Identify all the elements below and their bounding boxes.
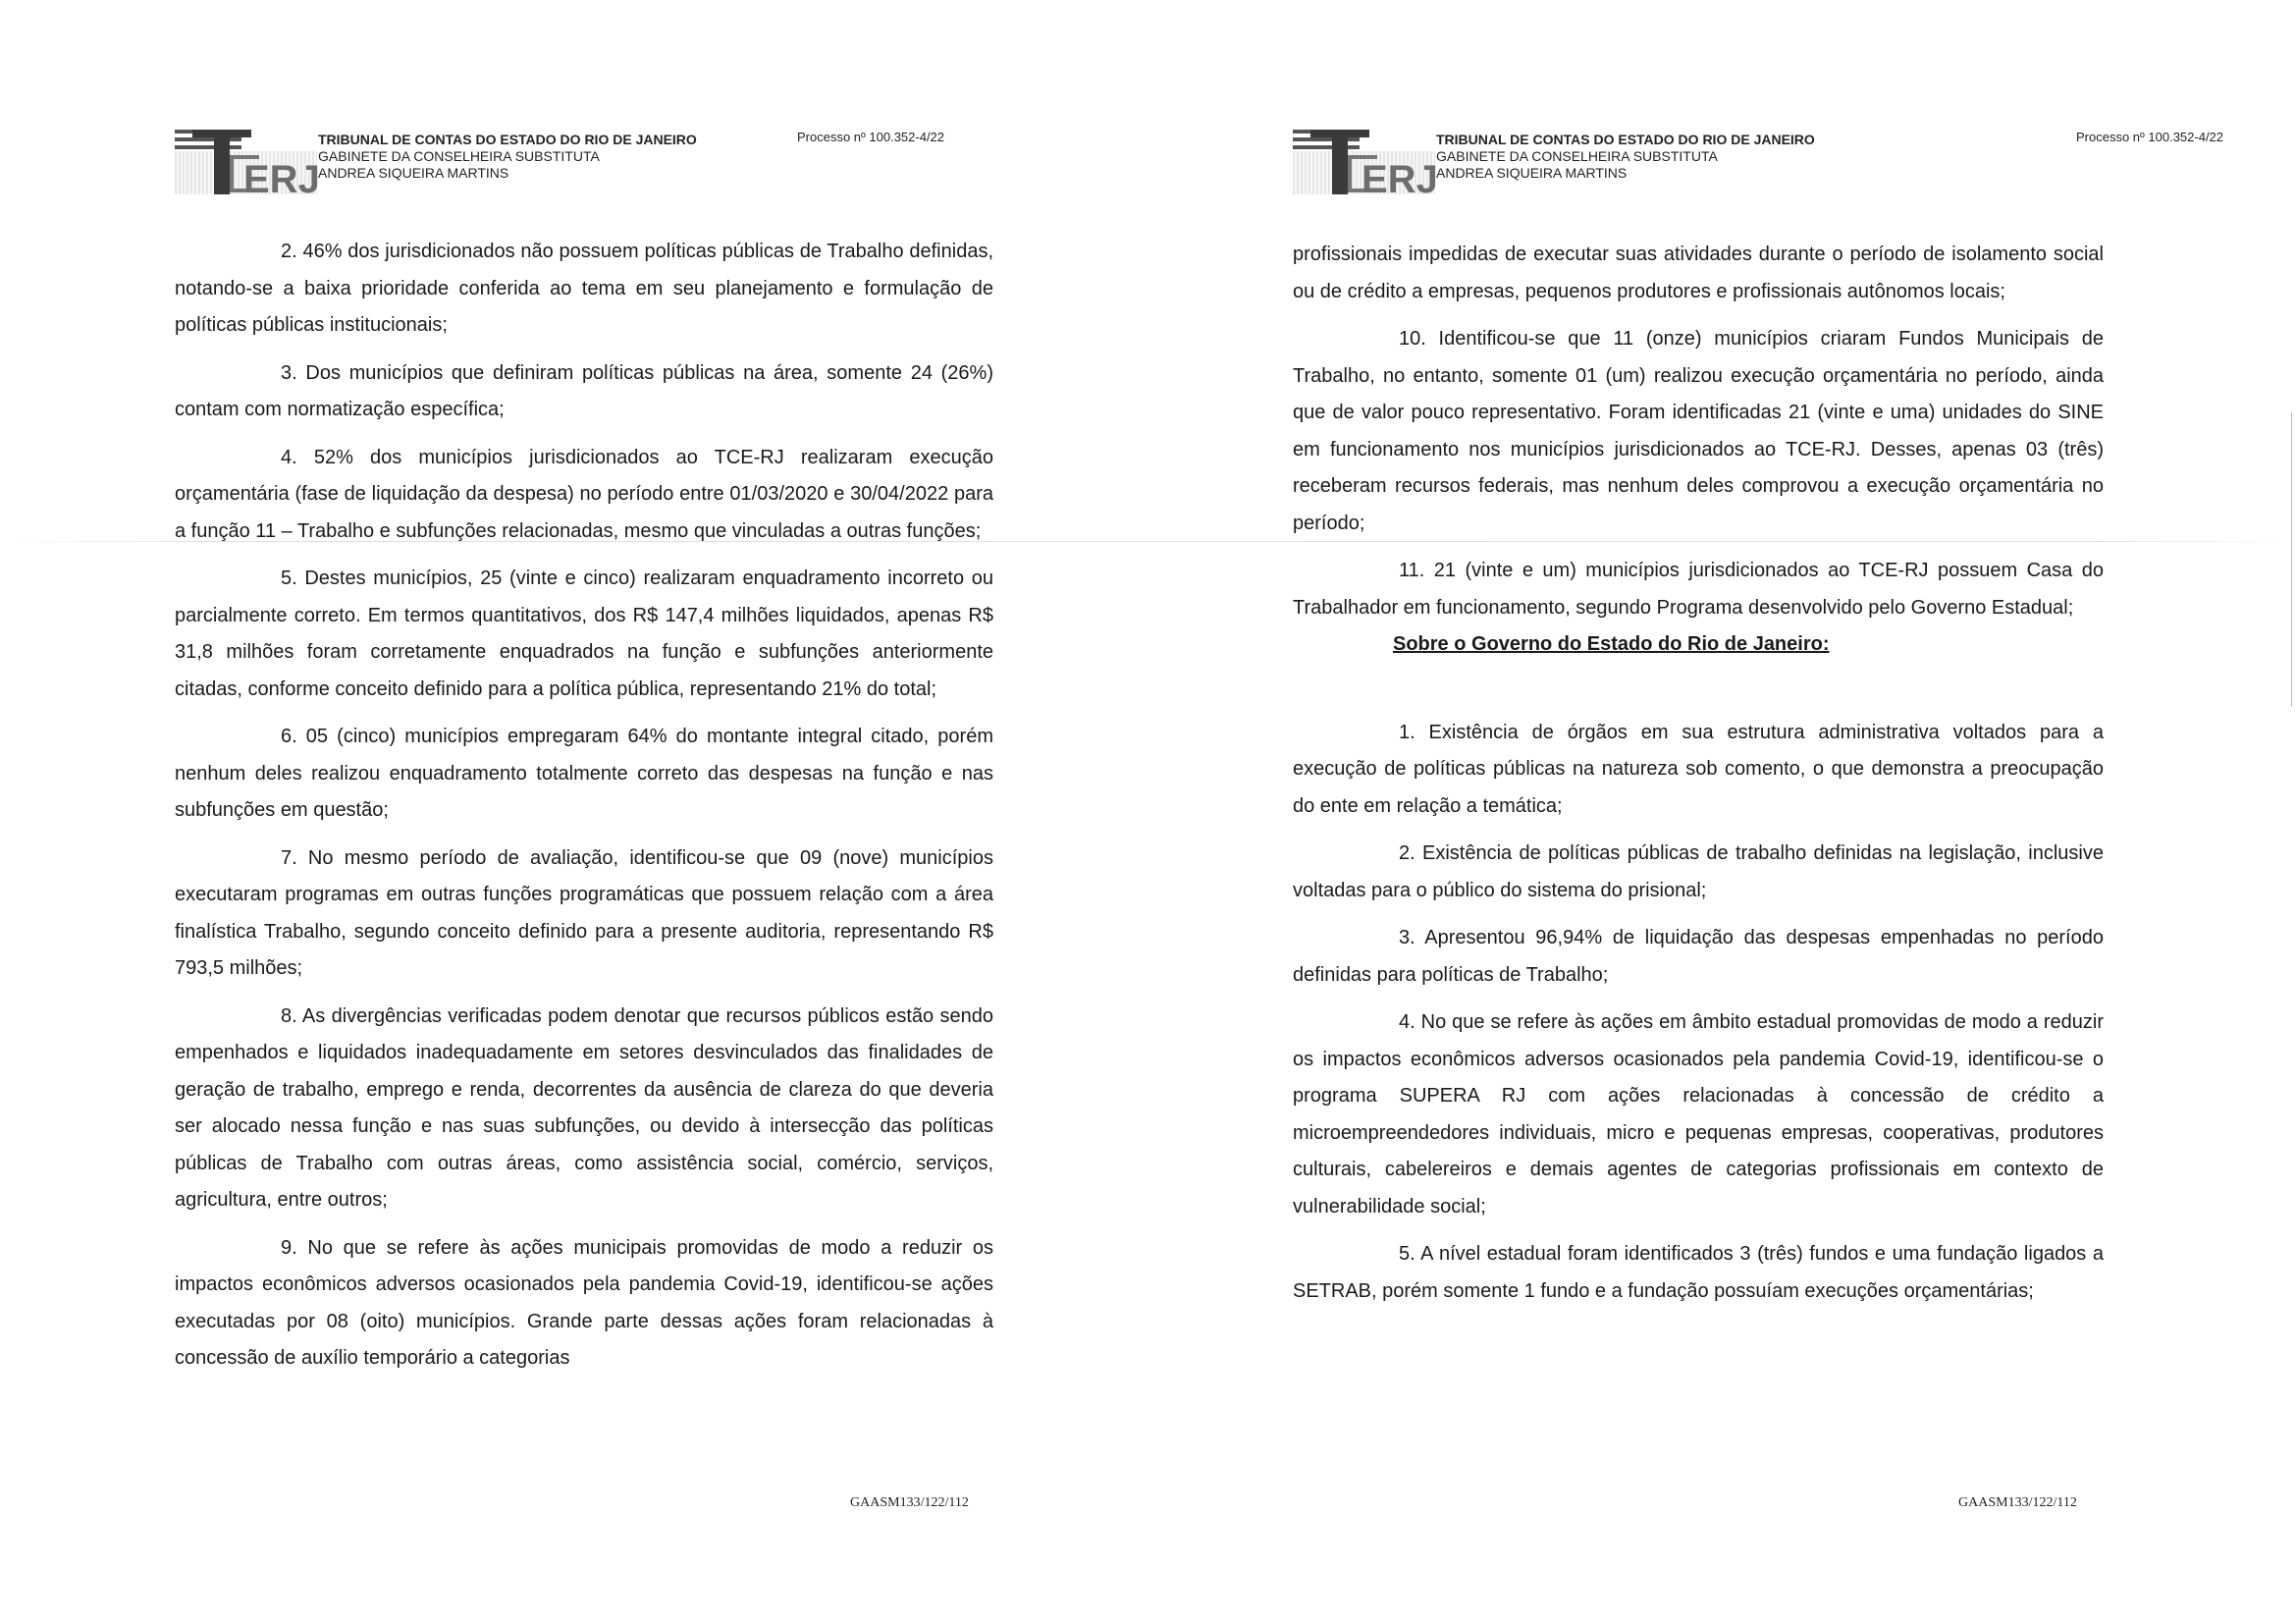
page-footer-code: GAASM133/122/112: [850, 1495, 969, 1510]
process-number: Processo nº 100.352-4/22: [2076, 130, 2224, 144]
office-name: GABINETE DA CONSELHEIRA SUBSTITUTA: [318, 148, 600, 164]
org-block: [1436, 132, 1815, 182]
paragraph-continuation: profissionais impedidas de executar suas atividades durante o período de isolamento social ou de crédito a empresas, pequenos produtores e profissionais autônomos locais;: [1293, 243, 2104, 302]
councillor-name: ANDREA SIQUEIRA MARTINS: [318, 165, 509, 181]
paragraph: 2. Existência de políticas públicas de trabalho definidas na legislação, inclusive voltadas para o público do sistema do prisional;: [1293, 842, 2104, 901]
paragraph: 8. As divergências verificadas podem denotar que recursos públicos estão sendo empenhados e liquidados inadequadamente em setores desvinculados das finalidades de geração de trabalho, emprego e renda, decorrentes da ausência de clareza do que deveria ser alocado nessa função e nas suas subfunções, ou devido à intersecção das políticas públicas de Trabalho com outras áreas, como assistência social, comércio, serviços, agricultura, entre outros;: [175, 1004, 993, 1211]
letterhead: [175, 122, 999, 200]
paragraph: 9. No que se refere às ações municipais promovidas de modo a reduzir os impactos econômicos adversos ocasionados pela pandemia Covid-19, identificou-se ações executadas por 08 (oito) municípios. Grande parte dessas ações foram relacionadas à concessão de auxílio temporário a categorias: [175, 1236, 993, 1369]
paragraph: 10. Identificou-se que 11 (onze) municípios criaram Fundos Municipais de Trabalho, no entanto, somente 01 (um) realizou execução orçamentária no período, ainda que de valor pouco representativo. Foram identificadas 21 (vinte e uma) unidades do SINE em funcionamento nos municípios jurisdicionados ao TCE-RJ. Desses, apenas 03 (três) receberam recursos federais, mas nenhum deles comprovou a execução orçamentária no período;: [1293, 328, 2104, 534]
paragraph: 3. Dos municípios que definiram políticas públicas na área, somente 24 (26%) contam com normatização específica;: [175, 361, 993, 420]
paragraph: 7. No mesmo período de avaliação, identificou-se que 09 (nove) municípios executaram programas em outras funções programáticas que possuem relação com a área finalística Trabalho, segundo conceito definido para a presente auditoria, representando R$ 793,5 milhões;: [175, 846, 993, 979]
paragraph: 11. 21 (vinte e um) municípios jurisdicionados ao TCE-RJ possuem Casa do Trabalhador em funcionamento, segundo Programa desenvolvido pelo Governo Estadual;: [1293, 560, 2104, 619]
org-name: TRIBUNAL DE CONTAS DO ESTADO DO RIO DE JANEIRO: [1436, 132, 1815, 147]
right-page-body: [1293, 237, 2104, 1321]
org-name: TRIBUNAL DE CONTAS DO ESTADO DO RIO DE JANEIRO: [318, 132, 697, 147]
paragraph: 5. A nível estadual foram identificados 3 (três) fundos e uma fundação ligados a SETRAB, porém somente 1 fundo e a fundação possuíam execuções orçamentárias;: [1293, 1243, 2104, 1302]
right-page: [1148, 0, 2296, 1623]
left-page-body: [175, 234, 993, 1388]
letterhead: [1293, 122, 2255, 200]
org-block: [318, 132, 697, 182]
paragraph: 5. Destes municípios, 25 (vinte e cinco) realizaram enquadramento incorreto ou parcialmente correto. Em termos quantitativos, dos R$ 147,4 milhões liquidados, apenas R$ 31,8 milhões foram corretamente enquadrados na função e subfunções anteriormente citadas, conforme conceito definido para a política pública, representando 21% do total;: [175, 568, 993, 700]
svg-text:ERJ: ERJ: [1362, 158, 1438, 200]
logo-letters-icon: [1293, 122, 1440, 200]
page-footer-code: GAASM133/122/112: [1958, 1495, 2077, 1510]
paragraph: 1. Existência de órgãos em sua estrutura administrativa voltados para a execução de políticas públicas na natureza sob comento, o que demonstra a preocupação do ente em relação a temática;: [1293, 721, 2104, 817]
paragraph: 6. 05 (cinco) municípios empregaram 64% do montante integral citado, porém nenhum deles realizou enquadramento totalmente correto das despesas na função e nas subfunções em questão;: [175, 726, 993, 821]
paragraph: 3. Apresentou 96,94% de liquidação das despesas empenhadas no período definidas para políticas de Trabalho;: [1293, 927, 2104, 986]
paragraph: 4. 52% dos municípios jurisdicionados ao TCE-RJ realizaram execução orçamentária (fase de liquidação da despesa) no período entre 01/03/2020 e 30/04/2022 para a função 11 – Trabalho e subfunções relacionadas, mesmo que vinculadas a outras funções;: [175, 446, 993, 542]
logo-letters-icon: [175, 122, 322, 200]
svg-text:ERJ: ERJ: [243, 158, 320, 200]
paragraph: 2. 46% dos jurisdicionados não possuem políticas públicas de Trabalho definidas, notando-se a baixa prioridade conferida ao tema em seu planejamento e formulação de políticas públicas institucionais;: [175, 241, 993, 336]
office-name: GABINETE DA CONSELHEIRA SUBSTITUTA: [1436, 148, 1718, 164]
process-number: Processo nº 100.352-4/22: [797, 130, 945, 144]
paragraph: 4. No que se refere às ações em âmbito estadual promovidas de modo a reduzir os impactos econômicos adversos ocasionados pela pandemia Covid-19, identificou-se o programa SUPERA RJ com ações relacionadas à concessão de crédito a microempreendedores individuais, micro e pequenas empresas, cooperativas, produtores culturais, cabelereiros e demais agentes de categorias profissionais em contexto de vulnerabilidade social;: [1293, 1011, 2104, 1217]
tcerj-logo: [175, 122, 322, 200]
section-heading: Sobre o Governo do Estado do Rio de Janeiro:: [1393, 633, 1830, 655]
councillor-name: ANDREA SIQUEIRA MARTINS: [1436, 165, 1628, 181]
tcerj-logo: [1293, 122, 1440, 200]
